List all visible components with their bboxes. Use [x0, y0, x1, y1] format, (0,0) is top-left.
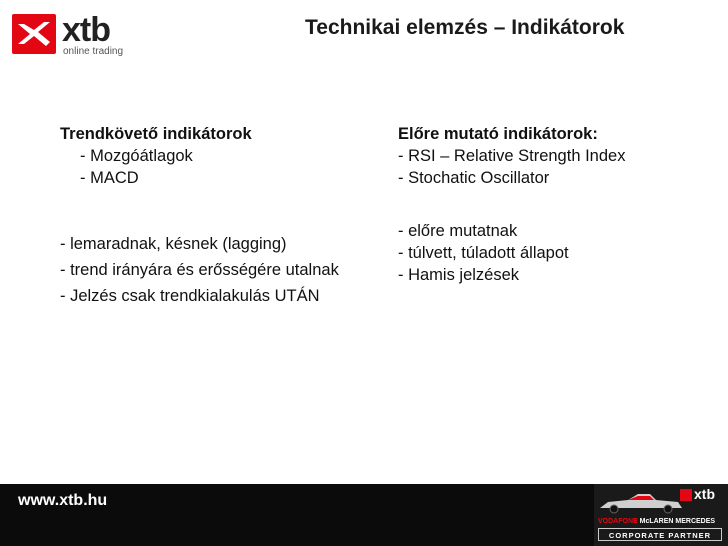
slide-title: Technikai elemzés – Indikátorok [305, 16, 625, 39]
leading-indicators-block [398, 123, 625, 189]
list-item: - előre mutatnak [398, 222, 518, 240]
list-item: - Jelzés csak trendkialakulás UTÁN [60, 287, 320, 305]
race-car-icon [598, 490, 684, 514]
brand-name: xtb [62, 11, 110, 49]
leading-indicators-heading: Előre mutató indikátorok: [398, 125, 598, 143]
footer-bar [0, 484, 728, 546]
list-item: - RSI – Relative Strength Index [398, 147, 626, 165]
sponsor-logo-text: xtb [694, 486, 715, 502]
list-item: - lemaradnak, késnek (lagging) [60, 235, 287, 253]
trend-indicators-notes [60, 231, 339, 309]
xtb-logo [12, 11, 124, 58]
leading-indicators-notes [398, 220, 569, 286]
sponsor-partner-label: CORPORATE PARTNER [598, 528, 722, 541]
list-item: - Mozgóátlagok [80, 147, 193, 165]
list-item: - trend irányára és erősségére utalnak [60, 261, 339, 279]
list-item: - Stochatic Oscillator [398, 169, 550, 187]
sponsor-team-a: VODAFONE [598, 518, 638, 525]
list-item: - Hamis jelzések [398, 266, 520, 284]
list-item: - túlvett, túladott állapot [398, 244, 569, 262]
sponsor-team [598, 518, 715, 525]
website-link[interactable]: www.xtb.hu [18, 492, 108, 509]
xtb-x-icon [680, 489, 692, 501]
sponsor-xtb-logo [680, 488, 724, 504]
xtb-x-icon [12, 14, 56, 54]
trend-indicators-block [60, 123, 252, 189]
sponsor-badge [594, 484, 728, 546]
brand-tagline: online trading [63, 46, 124, 57]
trend-indicators-heading: Trendkövető indikátorok [60, 125, 252, 143]
list-item: - MACD [80, 169, 139, 187]
sponsor-team-b: McLAREN MERCEDES [637, 518, 716, 525]
